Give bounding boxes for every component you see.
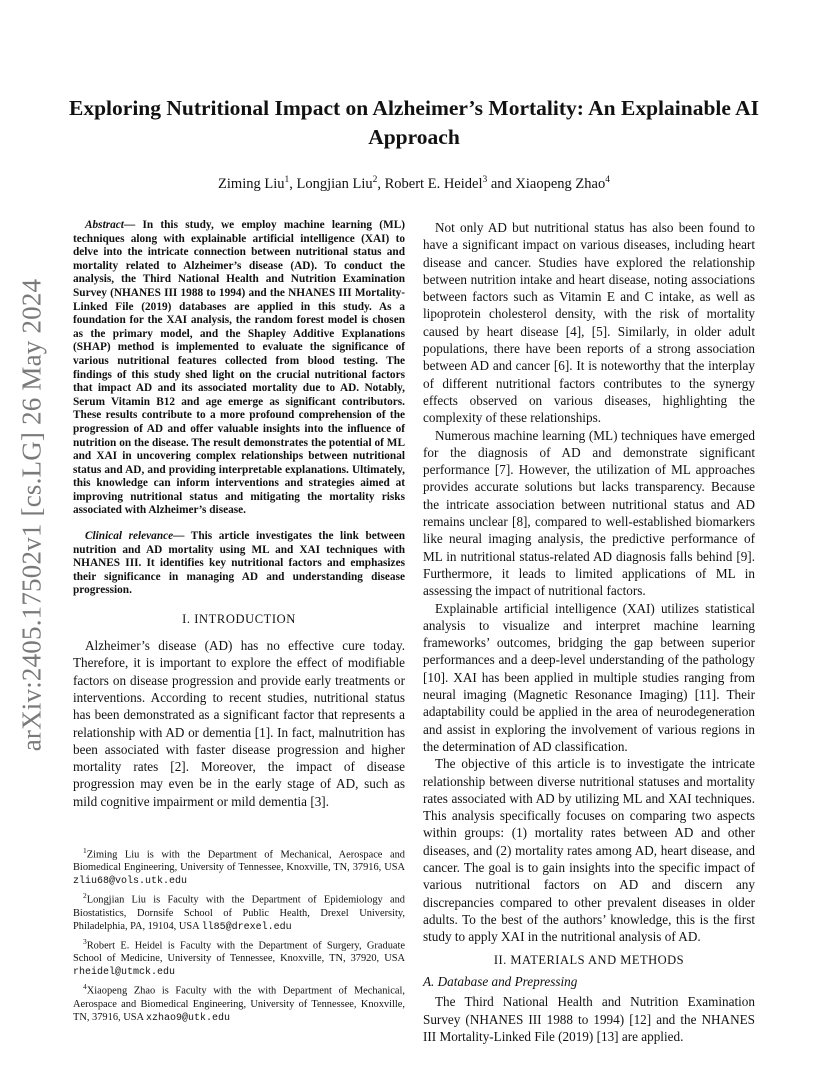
abstract-text: — In this study, we employ machine learning (ML) techniques along with explainable artificial intelligence (XAI) to delve into the intricate connection between nutritional status and mortality related to Alzheimer’s disease (AD). To conduct the analysis, the Third National Health and Nutrition Examination Survey (NHANES III 1988 to 1994) and the NHANES III Mortality-Linked File (2019) databases are applied in this study. As a foundation for the XAI analysis, the random forest model is chosen as the primary model, and the Shapley Additive Explanations (SHAP) method is implemented to evaluate the significance of various nutritional features collected from blood testing. The findings of this study shed light on the crucial nutritional factors that impact AD and its associated mortality due to AD. Notably, Serum Vitamin B12 and age emerge as significant contributors. These results contribute to a more profound comprehension of the progression of AD and offer valuable insights into the influence of nutrition on the disease. The result demonstrates the potential of ML and XAI in uncovering complex relationships between nutritional status and AD, and providing interpretable explanations. Ultimately, this knowledge can inform interventions and strategies aimed at improving nutritional status and mitigating the mortality risks associated with Alzheimer’s disease. (73, 219, 405, 517)
left-column (73, 219, 405, 810)
author-and: and (487, 175, 516, 192)
footnote-email: zliu68@vols.utk.edu (73, 876, 188, 888)
abstract (73, 219, 405, 518)
author-name: Robert E. Heidel (384, 175, 483, 192)
footnote (73, 935, 405, 979)
footnote-text: Xiaopeng Zhao is Faculty with the with Department of Mechanical, Aerospace and Biomedical Engineering, University of Tennessee, Knoxville, TN, 37916, USA (73, 985, 405, 1023)
footnotes (73, 844, 405, 1026)
footnote (73, 889, 405, 933)
footnote-mark: 1 (83, 846, 87, 855)
author-mark: 3 (482, 175, 488, 185)
footnote-text: Longjian Liu is Faculty with the Department of Epidemiology and Biostatistics, Dornsife School of Public Health, Drexel University, Philadelphia, PA, 19104, USA (73, 894, 405, 932)
clinical-relevance-label: Clinical relevance (85, 530, 174, 543)
right-column (423, 219, 755, 1045)
author-separator: , (377, 175, 385, 192)
footnote (73, 980, 405, 1024)
body-paragraph: Numerous machine learning (ML) techniques have emerged for the diagnosis of AD and demonstrate significant performance [7]. However, the utilization of ML approaches provides accurate solutions but lacks transparency. Because the intricate association between nutritional status and AD remains unclear [8], compared to well-established biomarkers like neural imaging analysis, the predictive performance of ML in nutritional status-related AD diagnosis falls behind [9]. Furthermore, it leads to limited applications of ML in assessing the impact of nutritional factors. (423, 427, 755, 599)
body-paragraph: The objective of this article is to investigate the intricate relationship between diverse nutritional statuses and mortality rates associated with AD by utilizing ML and XAI techniques. This analysis specifically focuses on comparing two aspects within groups: (1) mortality rates between AD and other diseases, and (2) mortality rates among AD, heart disease, and cancer. The goal is to gain insights into the specific impact of various nutritional factors on AD and discern any discrepancies compared to other prevalent diseases in older adults. To the best of the authors’ knowledge, this is the first study to apply XAI in the nutritional analysis of AD. (423, 756, 755, 945)
footnote-mark: 4 (83, 982, 87, 992)
footnote-mark: 3 (83, 936, 87, 946)
clinical-relevance (73, 530, 405, 598)
section-heading-methods: II. MATERIALS AND METHODS (493, 953, 685, 968)
body-paragraph: Alzheimer’s disease (AD) has no effective cure today. Therefore, it is important to explore the effect of modifiable factors on disease progression and provide early treatments or interventions. According to recent studies, nutritional status has been demonstrated as a significant factor that represents a relationship with AD or dementia [1]. In fact, malnutrition has been associated with faster disease progression and higher mortality rates [2]. Moreover, the impact of disease progression may even be in the early stage of AD, such as mild cognitive impairment or mild dementia [3]. (73, 638, 405, 809)
subsection-heading: A. Database and Prepressing (423, 974, 578, 990)
section-heading-introduction: I. INTRODUCTION (182, 612, 296, 627)
author-name: Ziming Liu (218, 175, 285, 192)
body-paragraph: The Third National Health and Nutrition Examination Survey (NHANES III 1988 to 1994) [12] and the NHANES III Mortality-Linked File (2019) [13] are applied. (423, 994, 755, 1045)
clinical-relevance-text: — This article investigates the link between nutrition and AD mortality using ML and XAI techniques with NHANES III. It identifies key nutritional factors and emphasizes their significance in managing AD and understanding disease progression. (73, 530, 405, 597)
footnote-email: xzhao9@utk.edu (146, 1012, 231, 1024)
arxiv-stamp-text: arXiv:2405.17502v1 [cs.LG] 26 May 2024 (16, 278, 47, 752)
arxiv-stamp (12, 265, 52, 765)
footnote-email: rheidel@utmck.edu (73, 967, 176, 979)
footnote-text: Robert E. Heidel is Faculty with the Department of Surgery, Graduate School of Medicine, University of Tennessee, Knoxville, TN, 37920, USA (73, 940, 405, 965)
author-separator: , (289, 175, 297, 192)
abstract-label: Abstract (85, 219, 124, 231)
footnote-email: ll85@drexel.edu (201, 921, 292, 933)
author-mark: 4 (605, 175, 610, 185)
footnote-text: Ziming Liu is with the Department of Mechanical, Aerospace and Biomedical Engineering, University of Tennessee, Knoxville, TN, 37916, USA (73, 849, 405, 874)
body-paragraph: Explainable artificial intelligence (XAI) utilizes statistical analysis to visualize and interpret machine learning frameworks’ outcomes, bridging the gap between superior performances and a deep-level understanding of the pathology [10]. XAI has been applied in multiple studies ranging from neural imaging (Magnetic Resonance Imaging) [11]. Their adaptability could be applied in the area of neurodegeneration and assist in exploring the involvement of various regions in the determination of AD classification. (423, 600, 755, 754)
body-paragraph: Not only AD but nutritional status has also been found to have a significant impact on various diseases, including heart disease and cancer. Studies have explored the relationship between nutrition intake and heart disease, noting associations between factors such as Vitamin E and C intake, as well as lipoprotein cholesterol density, with the risk of mortality caused by heart disease [4], [5]. Similarly, in older adult populations, there have been reports of a strong association between AD and cancer [6]. It is noteworthy that the interplay of different nutritional factors contributes to the synergy effects observed on various diseases, highlighting the complexity of these relationships. (423, 220, 755, 426)
author-mark: 1 (284, 175, 290, 185)
author-mark: 2 (372, 175, 378, 185)
author-name: Longjian Liu (296, 175, 373, 192)
paper-title: Exploring Nutritional Impact on Alzheimer’s Mortality: An Explainable AI Approach (69, 96, 759, 149)
author-name: Xiaopeng Zhao (515, 175, 606, 192)
footnote-mark: 2 (83, 891, 87, 901)
author-list (60, 171, 768, 193)
footnote (73, 844, 405, 888)
